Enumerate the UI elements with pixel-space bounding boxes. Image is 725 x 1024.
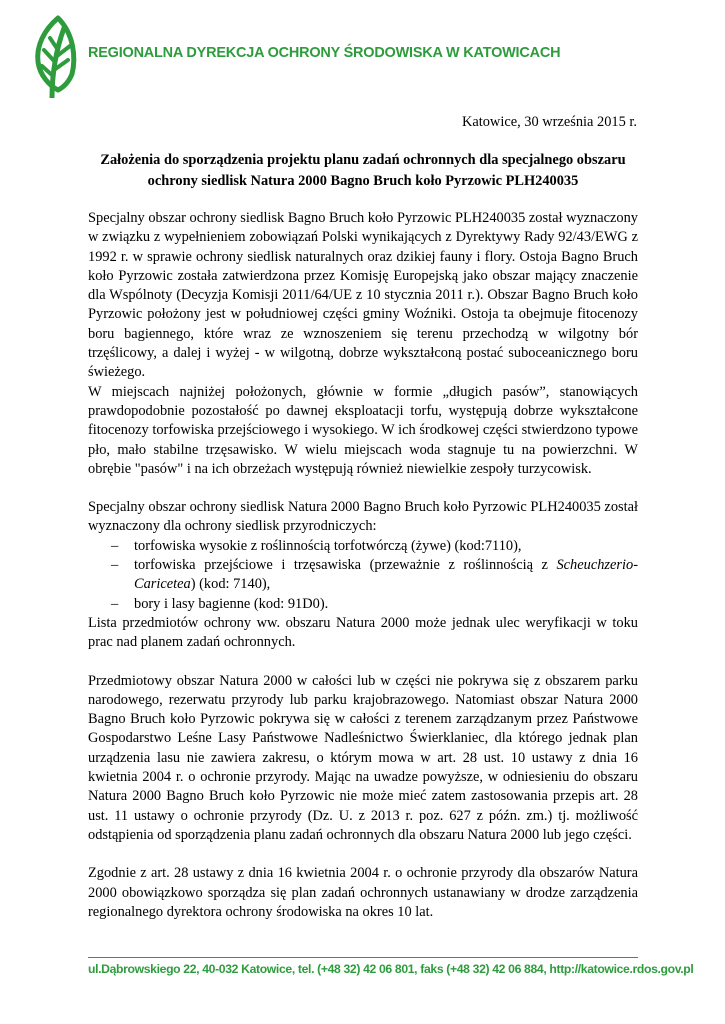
list-dash: –: [111, 537, 119, 554]
footer-contact: ul.Dąbrowskiego 22, 40-032 Katowice, tel. (+48 32) 42 06 801, faks (+48 32) 42 06 884, http://katowice.rdos.gov.pl: [88, 962, 694, 976]
paragraph-habitat-description: W miejscach najniżej położonych, głównie w formie „długich pasów”, stanowiących prawdopodobnie pozostałość po dawnej eksploatacji torfu, występują dobrze wykształcone fitocenozy torfowiska przejściowego i wysokiego. W ich środkowej części stwierdzono typowe pło, mało stabilne trzęsawisko. W wielu miejscach woda stagnuje tu na powierzchni. W obrębie "pasów" i na ich obrzeżach występują również niewielkie zespoły turzycowisk.: [88, 383, 638, 477]
habitat-text-end: ) (kod: 7140),: [190, 576, 271, 593]
paragraph-verification-note: Lista przedmiotów ochrony ww. obszaru Natura 2000 może jednak ulec weryfikacji w toku prac nad planem zadań ochronnych.: [88, 614, 638, 651]
habitat-text: torfowiska wysokie z roślinnością torfotwórczą (żywe) (kod:7110),: [134, 537, 522, 554]
letterhead: [32, 14, 672, 110]
organization-name: REGIONALNA DYREKCJA OCHRONY ŚRODOWISKA W KATOWICACH: [88, 45, 561, 61]
paragraph-designation: Specjalny obszar ochrony siedlisk Bagno Bruch koło Pyrzowic PLH240035 został wyznaczony w związku z wypełnieniem zobowiązań Polski wynikających z Dyrektywy Rady 92/43/EWG z 1992 r. w sprawie ochrony siedlisk naturalnych oraz dzikiej fauny i flory. Ostoja Bagno Bruch koło Pyrzowic została zatwierdzona przez Komisję Europejską jako obszar mający znaczenie dla Wspólnoty (Decyzja Komisji 2011/64/UE z 10 stycznia 2011 r.). Obszar Bagno Bruch koło Pyrzowic położony jest w południowej części gminy Woźniki. Ostoja ta obejmuje fitocenozy boru bagiennego, które wraz ze wznoszeniem się terenu przechodzą w wilgotny bór trzęślicowy, a dalej i wyżej - w wilgotną, dobrze wykształconą postać suboceanicznego boru świeżego.: [88, 210, 638, 381]
list-item: [88, 537, 638, 556]
habitat-text: bory i lasy bagienne (kod: 91D0).: [134, 595, 329, 612]
document-title: Założenia do sporządzenia projektu planu zadań ochronnych dla specjalnego obszaru ochrony siedlisk Natura 2000 Bagno Bruch koło Pyrzowic PLH240035: [100, 152, 626, 189]
list-item: [88, 595, 638, 614]
leaf-logo-icon: [32, 14, 84, 98]
paragraph-protected-habitats-intro: Specjalny obszar ochrony siedlisk Natura 2000 Bagno Bruch koło Pyrzowic PLH240035 został wyznaczony dla ochrony siedlisk przyrodniczych:: [88, 499, 638, 535]
paragraph-legal-basis: Przedmiotowy obszar Natura 2000 w całości lub w części nie pokrywa się z obszarem parku narodowego, rezerwatu przyrody lub parku krajobrazowego. Natomiast obszar Natura 2000 Bagno Bruch koło Pyrzowic pokrywa się w całości z terenem zarządzanym przez Państwowe Gospodarstwo Leśne Lasy Państwowe Nadleśnictwo Świerklaniec, dla którego jednak plan urządzenia lasu nie zawiera zakresu, o którym mowa w art. 28 ust. 10 ustawy z dnia 16 kwietnia 2004 r. o ochronie przyrody. Mając na uwadze powyższe, w odniesieniu do obszaru Natura 2000 Bagno Bruch koło Pyrzowic nie może mieć zatem zastosowania przepis art. 28 ust. 11 ustawy o ochronie przyrody (Dz. U. z 2013 r. poz. 627 z późn. zm.) tj. możliwość odstąpienia od sporządzenia planu zadań ochronnych dla obszaru Natura 2000 lub jego części.: [88, 672, 638, 843]
dateline: Katowice, 30 września 2015 r.: [461, 114, 637, 130]
list-dash: –: [111, 557, 119, 574]
list-item: [88, 556, 638, 595]
list-dash: –: [111, 595, 119, 612]
habitat-class-name: Scheuchzerio-Caricetea: [134, 557, 638, 593]
habitat-list: [88, 537, 638, 614]
habitat-text-start: torfowiska przejściowe i trzęsawiska (przeważnie z roślinnością z: [134, 557, 557, 574]
document-body: [88, 209, 638, 922]
footer-divider: [88, 957, 638, 958]
paragraph-obligation: Zgodnie z art. 28 ustawy z dnia 16 kwietnia 2004 r. o ochronie przyrody dla obszarów Natura 2000 obowiązkowo sporządza się plan zadań ochronnych ustanawiany w drodze zarządzenia regionalnego dyrektora ochrony środowiska na okres 10 lat.: [88, 865, 638, 920]
